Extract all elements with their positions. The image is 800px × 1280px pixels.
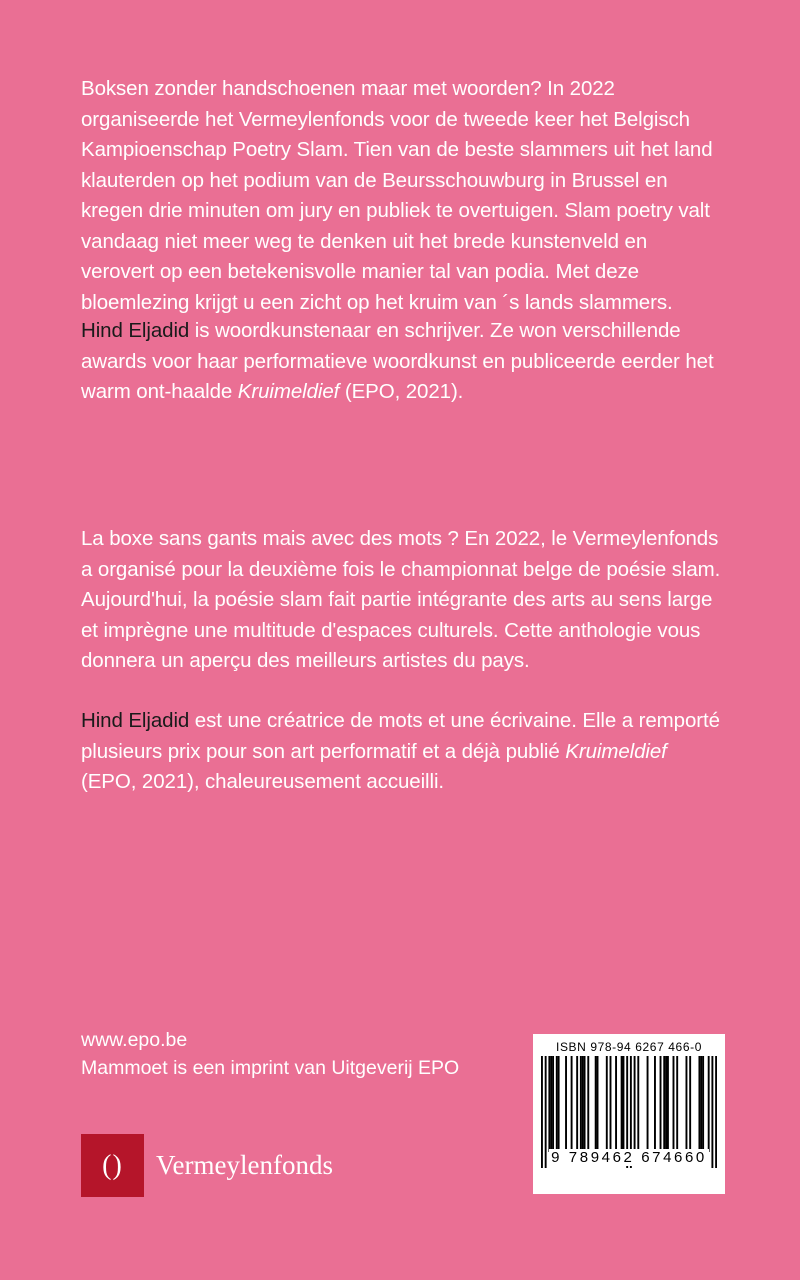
barcode-bar (663, 1056, 665, 1152)
dutch-author-bio (81, 316, 721, 408)
barcode-bar (637, 1056, 639, 1152)
logo-mark: () (81, 1134, 144, 1197)
logo-name: Vermeylenfonds (156, 1150, 333, 1180)
dutch-bio-text-start: is woordkunstenaar en schrijver. Ze won verschillende awards voor haar performatieve woordkunst en publiceerde eerder het warm ont-haalde (81, 319, 714, 403)
barcode-bar (654, 1056, 656, 1152)
barcode-bar (623, 1056, 625, 1152)
french-author-bio (81, 706, 721, 798)
french-author-name: Hind Eljadid (81, 709, 190, 732)
barcode-bar (660, 1056, 662, 1152)
barcode-bar (700, 1056, 702, 1152)
barcode-bar (597, 1056, 599, 1152)
barcode-bar (673, 1056, 675, 1152)
barcode-bar (621, 1056, 623, 1152)
barcode-bar (606, 1056, 608, 1152)
publisher-info (81, 1026, 459, 1082)
dutch-book-title: Kruimeldief (237, 380, 340, 403)
barcode-bar (565, 1056, 567, 1152)
barcode-bar (550, 1056, 552, 1152)
dutch-intro-paragraph: Boksen zonder handschoenen maar met woorden? In 2022 organiseerde het Vermeylenfonds voor de tweede keer het Belgisch Kampioenschap Poetry Slam. Tien van de beste slammers uit het land klauterden op het podium van de Beursschouwburg in Brussel en kregen drie minuten om jury en publiek te overtuigen. Slam poetry valt vandaag niet meer weg te denken uit het brede kunstenveld en verovert op een betekenisvolle manier tal van podia. Met deze bloemlezing krijgt u een zicht op het kruim van ´s lands slammers. (81, 77, 713, 314)
barcode-bar (582, 1056, 584, 1152)
barcode-bar (576, 1056, 578, 1152)
barcode-bar (548, 1056, 550, 1152)
barcode-bar (665, 1056, 667, 1152)
barcode-bar (689, 1056, 691, 1152)
barcode-bar (595, 1056, 597, 1152)
barcode-bar (702, 1056, 704, 1152)
french-bio-paragraph (81, 706, 721, 798)
barcode-bar (708, 1056, 710, 1152)
barcode-bar (552, 1056, 554, 1152)
barcode-bar (686, 1056, 688, 1152)
vermeylenfonds-logo (81, 1134, 333, 1197)
isbn-barcode (533, 1034, 725, 1194)
french-bio-text-start: est une créatrice de mots et une écrivaine. Elle a remporté plusieurs prix pour son art performatif et a déjà publié (81, 709, 720, 763)
barcode-bar (587, 1056, 589, 1152)
dutch-blurb (81, 74, 721, 318)
isbn-label: ISBN 978-94 6267 466-0 (556, 1040, 702, 1054)
french-intro-paragraph: La boxe sans gants mais avec des mots ? En 2022, le Vermeylenfonds a organisé pour la deuxième fois le championnat belge de poésie slam. Aujourd'hui, la poésie slam fait partie intégrante des arts au sens large et imprègne une multitude d'espaces culturels. Cette anthologie vous donnera un aperçu des meilleurs artistes du pays. (81, 527, 721, 672)
dutch-author-name: Hind Eljadid (81, 319, 190, 342)
barcode-bar (667, 1056, 669, 1152)
barcode-number (541, 1150, 717, 1166)
imprint-line: Mammoet is een imprint van Uitgeverij EPO (81, 1057, 460, 1079)
barcode-bar (676, 1056, 678, 1152)
barcode-bar (580, 1056, 582, 1152)
dutch-bio-text-end: (EPO, 2021). (339, 380, 464, 403)
barcode-bar (634, 1056, 636, 1152)
publisher-website: www.epo.be (81, 1029, 188, 1051)
barcode-bar (584, 1056, 586, 1152)
barcode-bar (571, 1056, 573, 1152)
barcode-bar (558, 1056, 560, 1152)
barcode-digits-text: 9 789462 674660 (551, 1149, 707, 1166)
barcode-bar (615, 1056, 617, 1152)
barcode-bar (647, 1056, 649, 1152)
barcode-bar (698, 1056, 700, 1152)
french-book-title: Kruimeldief (565, 739, 667, 763)
dutch-bio-paragraph (81, 316, 721, 408)
barcode-bar (556, 1056, 558, 1152)
french-bio-text-end: (EPO, 2021), chaleureusement accueilli. (81, 770, 445, 793)
barcode-bar (610, 1056, 612, 1152)
french-blurb (81, 524, 721, 677)
